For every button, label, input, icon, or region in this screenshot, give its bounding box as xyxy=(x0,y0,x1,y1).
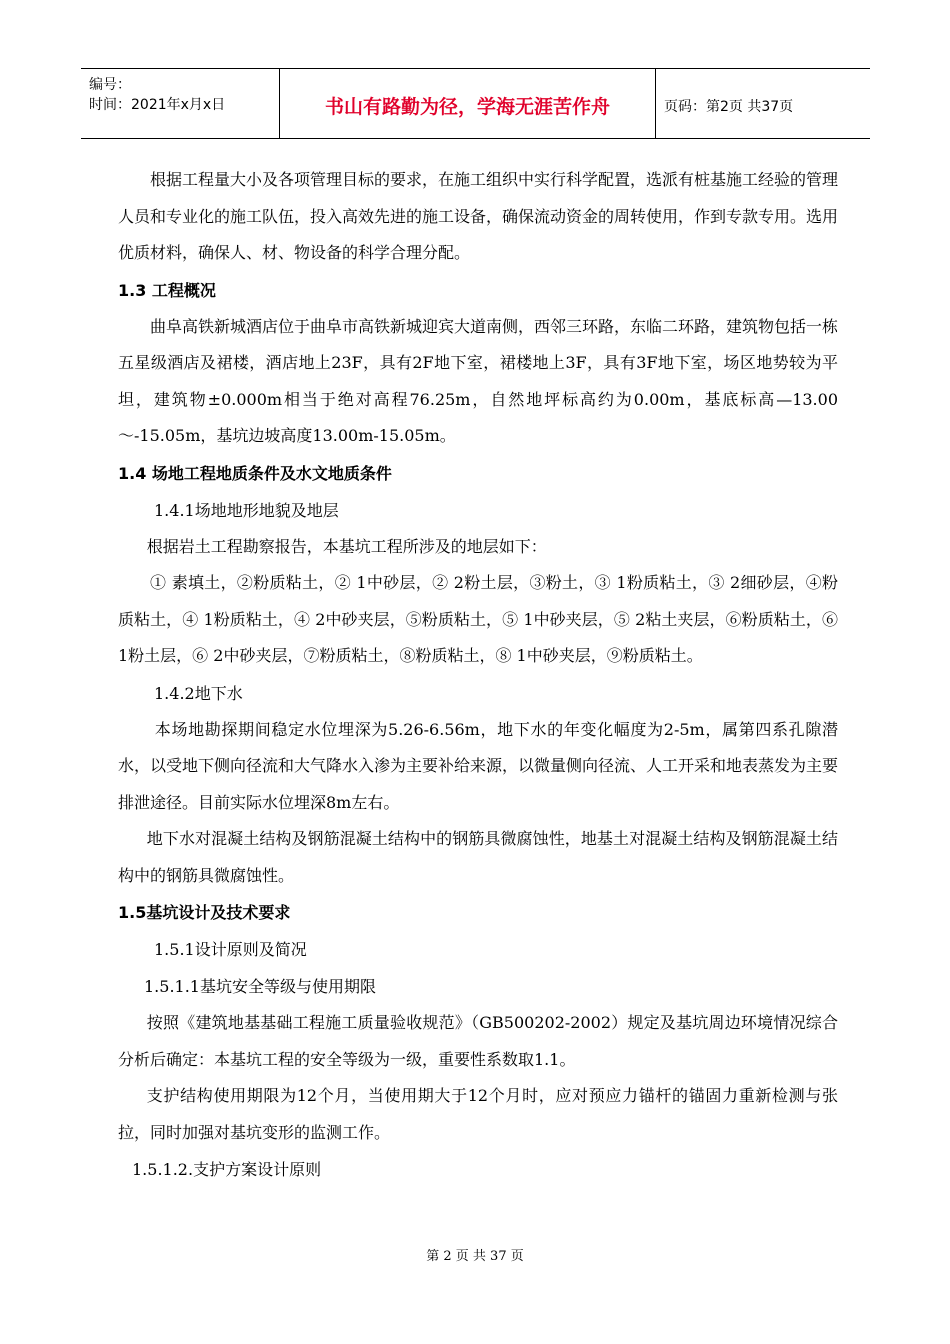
paragraph-project-overview: 曲阜高铁新城酒店位于曲阜市高铁新城迎宾大道南侧，西邻三环路，东临二环路，建筑物包括一栋五星级酒店及裙楼，酒店地上23F，具有2F地下室，裙楼地上3F，具有3F地下室，场区地势较为平坦，建筑物±0.000m相当于绝对高程76.25m，自然地坪标高约为0.00m，基底标高—13.00～-15.05m，基坑边坡高度13.00m-15.05m。 xyxy=(118,316,839,445)
header-page-info: 页码：第2页 共37页 xyxy=(664,98,794,115)
page-footer: 第 2 页 共 37 页 xyxy=(426,1249,524,1264)
paragraph-strata-intro: 根据岩土工程勘察报告，本基坑工程所涉及的地层如下： xyxy=(146,536,547,556)
header-motto: 书山有路勤为径，学海无涯苦作舟 xyxy=(280,69,656,138)
document-date: 时间：2021年x月x日 xyxy=(89,97,226,113)
header-meta xyxy=(81,69,280,138)
paragraph-corrosion: 地下水对混凝土结构及钢筋混凝土结构中的钢筋具微腐蚀性，地基土对混凝土结构及钢筋混凝土结构中的钢筋具微腐蚀性。 xyxy=(118,829,838,885)
paragraph-management: 根据工程量大小及各项管理目标的要求，在施工组织中实行科学配置，选派有桩基施工经验的管理人员和专业化的施工队伍，投入高效先进的施工设备，确保流动资金的周转使用，作到专款专用。选用优质材料，确保人、材、物设备的科学合理分配。 xyxy=(118,170,839,262)
document-number-label: 编号： xyxy=(89,77,131,93)
page-header xyxy=(81,68,870,139)
paragraph-service-life: 支护结构使用期限为12个月，当使用期大于12个月时，应对预应力锚杆的锚固力重新检测与张拉，同时加强对基坑变形的监测工作。 xyxy=(118,1086,838,1142)
heading-1-5-1: 1.5.1设计原则及简况 xyxy=(154,940,307,959)
heading-1-5: 1.5基坑设计及技术要求 xyxy=(118,903,291,922)
paragraph-groundwater: 本场地勘探期间稳定水位埋深为5.26-6.56m，地下水的年变化幅度为2-5m，属第四系孔隙潜水，以受地下侧向径流和大气降水入渗为主要补给来源，以微量侧向径流、人工开采和地表蒸发为主要排泄途径。目前实际水位埋深8m左右。 xyxy=(118,719,839,812)
document-body xyxy=(118,162,838,1188)
heading-1-5-1-2: 1.5.1.2.支护方案设计原则 xyxy=(132,1160,322,1179)
heading-1-4: 1.4 场地工程地质条件及水文地质条件 xyxy=(118,463,392,483)
heading-1-5-1-1: 1.5.1.1基坑安全等级与使用期限 xyxy=(144,977,376,996)
heading-1-4-2: 1.4.2地下水 xyxy=(154,683,243,703)
paragraph-safety-grade: 按照《建筑地基基础工程施工质量验收规范》（GB500202-2002）规定及基坑周边环境情况综合分析后确定：本基坑工程的安全等级为一级，重要性系数取1.1。 xyxy=(118,1013,838,1069)
heading-1-3: 1.3 工程概况 xyxy=(118,280,216,300)
paragraph-strata-list: ① 素填土，②粉质粘土，② 1中砂层，② 2粉土层，③粉土，③ 1粉质粘土，③ 2细砂层，④粉质粘土，④ 1粉质粘土，④ 2中砂夹层，⑤粉质粘土，⑤ 1中砂夹层，⑤ 2粘土夹层，⑥粉质粘土，⑥ 1粉土层，⑥ 2中砂夹层，⑦粉质粘土，⑧粉质粘土，⑧ 1中砂夹层，⑨粉质粘土。 xyxy=(118,573,838,665)
heading-1-4-1: 1.4.1场地地形地貌及地层 xyxy=(154,500,339,520)
